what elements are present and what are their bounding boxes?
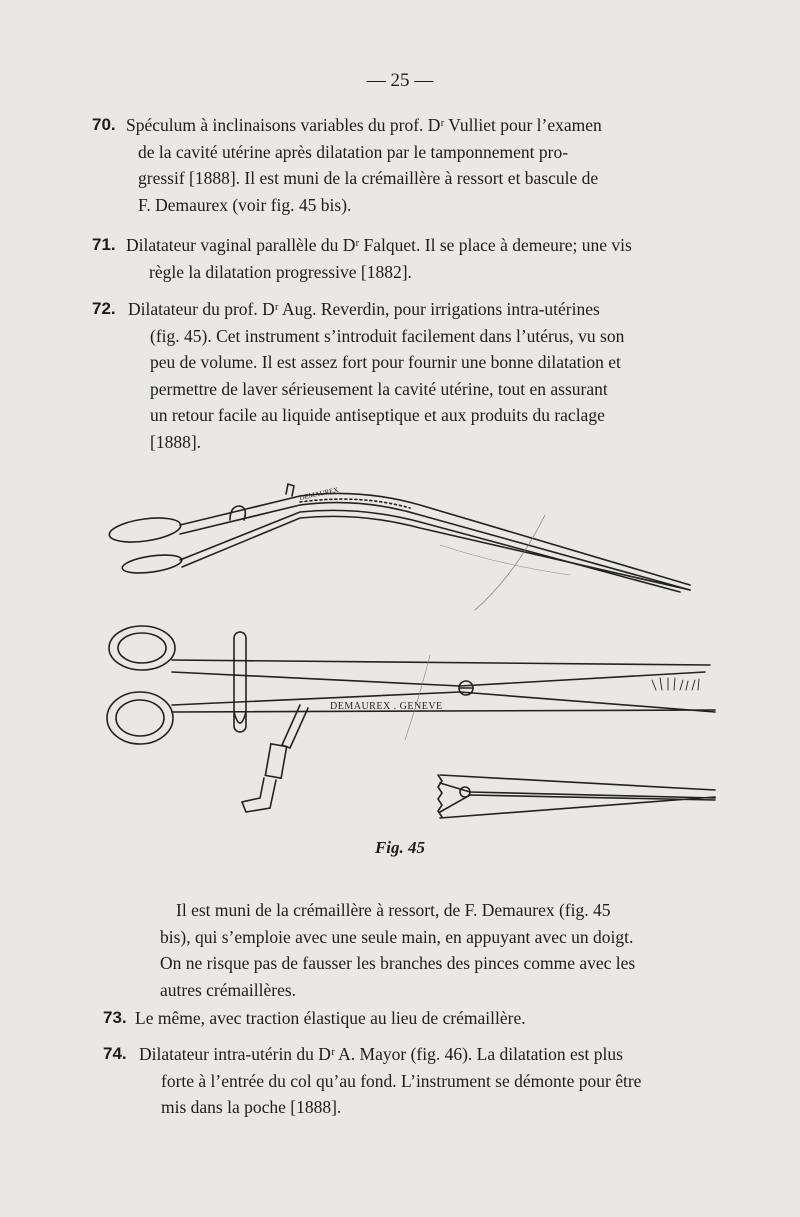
engraving-top: DEMAUREX bbox=[298, 485, 340, 502]
paragraph-line: bis), qui s’emploie avec une seule main, en appuyant avec un doigt. bbox=[160, 926, 634, 947]
entry-line: Spéculum à inclinaisons variables du prof. Dʳ Vulliet pour l’examen bbox=[126, 115, 602, 135]
entry-71 bbox=[92, 232, 732, 285]
figure-caption: Fig. 45 bbox=[374, 838, 426, 857]
entry-line: Dilatateur vaginal parallèle du Dʳ Falquet. Il se place à demeure; une vis bbox=[126, 235, 632, 255]
entry-72 bbox=[92, 296, 732, 455]
paragraph-line: autres crémaillères. bbox=[160, 979, 297, 1000]
entry-line: F. Demaurex (voir fig. 45 bis). bbox=[138, 194, 352, 215]
entry-line: Le même, avec traction élastique au lieu de crémaillère. bbox=[135, 1008, 526, 1028]
entry-line: règle la dilatation progressive [1882]. bbox=[149, 261, 412, 282]
entry-number: 72. bbox=[92, 299, 116, 318]
entry-line: permettre de laver sérieusement la cavité utérine, tout en assurant bbox=[150, 378, 608, 399]
entry-number: 74. bbox=[103, 1044, 127, 1063]
entry-line: mis dans la poche [1888]. bbox=[161, 1097, 342, 1117]
entry-line: gressif [1888]. Il est muni de la crémaillère à ressort et bascule de bbox=[138, 168, 599, 188]
entry-73 bbox=[103, 1005, 703, 1032]
entry-number: 70. bbox=[92, 115, 116, 134]
entry-line: peu de volume. Il est assez fort pour fournir une bonne dilatation et bbox=[150, 352, 621, 372]
entry-line: [1888]. bbox=[150, 431, 202, 452]
entry-line: forte à l’entrée du col qu’au fond. L’instrument se démonte pour être bbox=[161, 1070, 642, 1091]
paragraph-line: Il est muni de la crémaillère à ressort, de F. Demaurex (fig. 45 bbox=[176, 900, 611, 920]
entry-70 bbox=[92, 112, 722, 218]
entry-74 bbox=[103, 1041, 743, 1121]
figure-45-illustration bbox=[0, 470, 800, 850]
curved-dilator-drawing bbox=[108, 484, 690, 610]
entry-line: un retour facile au liquide antiseptique et aux produits du raclage bbox=[150, 405, 605, 425]
entry-number: 73. bbox=[103, 1008, 127, 1027]
entry-line: (fig. 45). Cet instrument s’introduit facilement dans l’utérus, vu son bbox=[150, 325, 625, 346]
entry-line: Dilatateur du prof. Dʳ Aug. Reverdin, pour irrigations intra-utérines bbox=[128, 299, 600, 319]
paragraph-line: On ne risque pas de fausser les branches des pinces comme avec les bbox=[160, 953, 636, 973]
entry-line: de la cavité utérine après dilatation par le tamponnement pro- bbox=[138, 141, 569, 162]
figure-paragraph bbox=[160, 897, 736, 1003]
page-number: — 25 — bbox=[366, 70, 434, 91]
entry-number: 71. bbox=[92, 235, 116, 254]
engraving-bottom: DEMAUREX . GENEVE bbox=[330, 701, 443, 712]
small-blade-drawing bbox=[438, 775, 715, 818]
scissor-dilator-drawing bbox=[107, 626, 715, 812]
entry-line: Dilatateur intra-utérin du Dʳ A. Mayor (fig. 46). La dilatation est plus bbox=[139, 1044, 623, 1064]
